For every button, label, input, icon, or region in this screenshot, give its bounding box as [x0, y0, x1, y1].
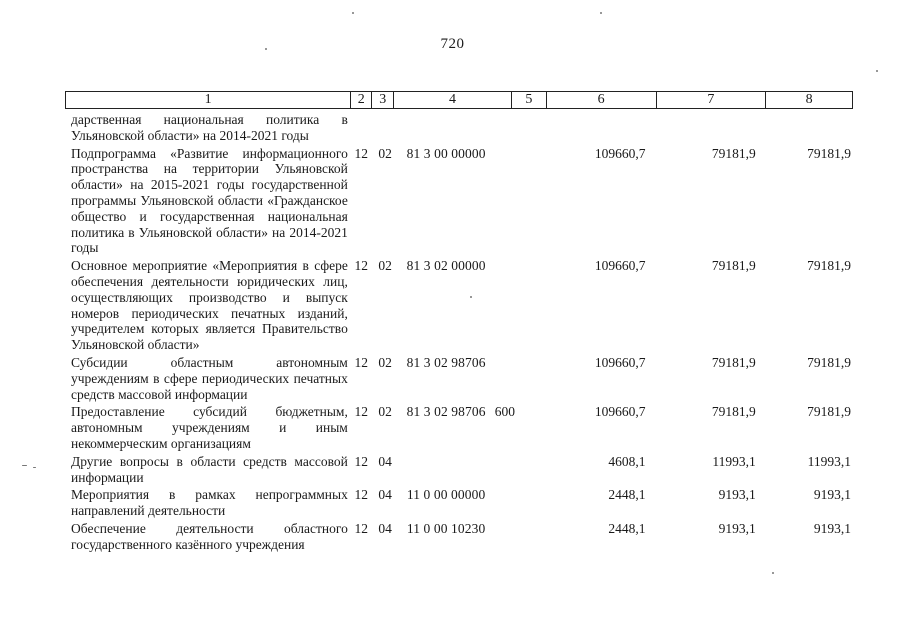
- row-section: 12: [354, 404, 368, 420]
- row-value-col6: 4608,1: [608, 453, 646, 469]
- table-header: [65, 91, 853, 109]
- scan-speck: [33, 467, 36, 468]
- row-value-col7: 79181,9: [711, 404, 756, 420]
- row-subsection: 02: [378, 145, 392, 161]
- row-subsection: 02: [378, 354, 392, 370]
- scan-speck: [600, 12, 602, 14]
- table-row: [65, 521, 855, 553]
- row-value-col6: 2448,1: [608, 520, 646, 536]
- row-value-col7: 79181,9: [711, 145, 756, 161]
- row-value-col6: 2448,1: [608, 487, 646, 503]
- header-col-1: 1: [66, 92, 351, 108]
- row-target-code: 81 3 02 00000: [406, 258, 486, 274]
- table-row: [65, 112, 855, 144]
- row-subsection: 04: [378, 453, 392, 469]
- row-name: Другие вопросы в области средств массовой информации: [71, 453, 348, 485]
- scan-speck: [876, 70, 878, 72]
- row-value-col6: 109660,7: [594, 145, 646, 161]
- row-section: 12: [354, 487, 368, 503]
- row-name: дарственная национальная политика в Ульяновской области» на 2014-2021 годы: [71, 112, 348, 143]
- header-col-7: 7: [657, 92, 767, 108]
- row-target-code: 11 0 00 00000: [406, 487, 486, 503]
- row-section: 12: [354, 520, 368, 536]
- row-value-col6: 109660,7: [594, 404, 646, 420]
- row-value-col8: 11993,1: [807, 453, 851, 469]
- header-col-5: 5: [512, 92, 547, 108]
- scan-speck: [352, 12, 354, 14]
- row-value-col8: 79181,9: [807, 145, 851, 161]
- row-name: Предоставление субсидий бюджетным, автономным учреждениям и иным некоммерческим организациям: [71, 404, 348, 451]
- page-number: 720: [440, 36, 465, 52]
- row-subsection: 02: [378, 258, 392, 274]
- table-body: [65, 112, 855, 553]
- scan-speck: [265, 48, 267, 50]
- scan-speck: [772, 572, 774, 574]
- header-col-8: 8: [805, 92, 813, 107]
- header-col-2: 2: [351, 92, 372, 108]
- row-value-col6: 109660,7: [594, 258, 646, 274]
- scan-speck: [22, 465, 27, 466]
- scan-speck: [470, 296, 472, 298]
- row-value-col8: 79181,9: [807, 404, 851, 420]
- table-row: [65, 404, 855, 451]
- row-subsection: 04: [378, 487, 392, 503]
- header-col-3: 3: [372, 92, 394, 108]
- row-target-code: 81 3 02 98706: [406, 404, 486, 420]
- row-target-code: 11 0 00 10230: [406, 520, 486, 536]
- table-row: [65, 146, 855, 257]
- row-value-col8: 9193,1: [813, 520, 851, 536]
- table-row: [65, 454, 855, 486]
- row-name: Субсидии областным автономным учреждениям в сфере периодических печатных средств массовой информации: [71, 354, 348, 402]
- row-name: Мероприятия в рамках непрограммных направлений деятельности: [71, 487, 348, 519]
- row-value-col6: 109660,7: [594, 354, 646, 370]
- row-target-code: 81 3 00 00000: [406, 145, 486, 161]
- row-expense-type: 600: [494, 404, 515, 420]
- row-value-col7: 9193,1: [718, 487, 756, 503]
- table-row: [65, 355, 855, 402]
- row-value-col8: 79181,9: [807, 354, 851, 370]
- row-name: Подпрограмма «Развитие информационного пространства на территории Ульяновской области» на 2015-2021 годы государственной программы Ульяновской области «Гражданское общество и государственная национальная политика в Ульяновской области» на 2014-2021 годы: [71, 145, 348, 256]
- row-section: 12: [354, 453, 368, 469]
- header-col-4: 4: [394, 92, 512, 108]
- row-value-col7: 9193,1: [718, 520, 756, 536]
- row-section: 12: [354, 258, 368, 274]
- row-value-col8: 79181,9: [807, 258, 851, 274]
- row-value-col8: 9193,1: [813, 487, 851, 503]
- row-section: 12: [354, 354, 368, 370]
- row-name: Основное мероприятие «Мероприятия в сфере обеспечения деятельности юридических лиц, осуществляющих производство и выпуск номеров периодических печатных изданий, учредителем которых является Правительство Ульяновской области»: [71, 258, 348, 353]
- row-name: Обеспечение деятельности областного государственного казённого учреждения: [71, 520, 348, 552]
- row-value-col7: 79181,9: [711, 258, 756, 274]
- table-row: [65, 258, 855, 353]
- row-value-col7: 79181,9: [711, 354, 756, 370]
- table-row: [65, 487, 855, 519]
- row-subsection: 04: [378, 520, 392, 536]
- header-col-6: 6: [547, 92, 657, 108]
- row-target-code: 81 3 02 98706: [406, 354, 486, 370]
- row-subsection: 02: [378, 404, 392, 420]
- row-section: 12: [354, 145, 368, 161]
- row-value-col7: 11993,1: [712, 453, 756, 469]
